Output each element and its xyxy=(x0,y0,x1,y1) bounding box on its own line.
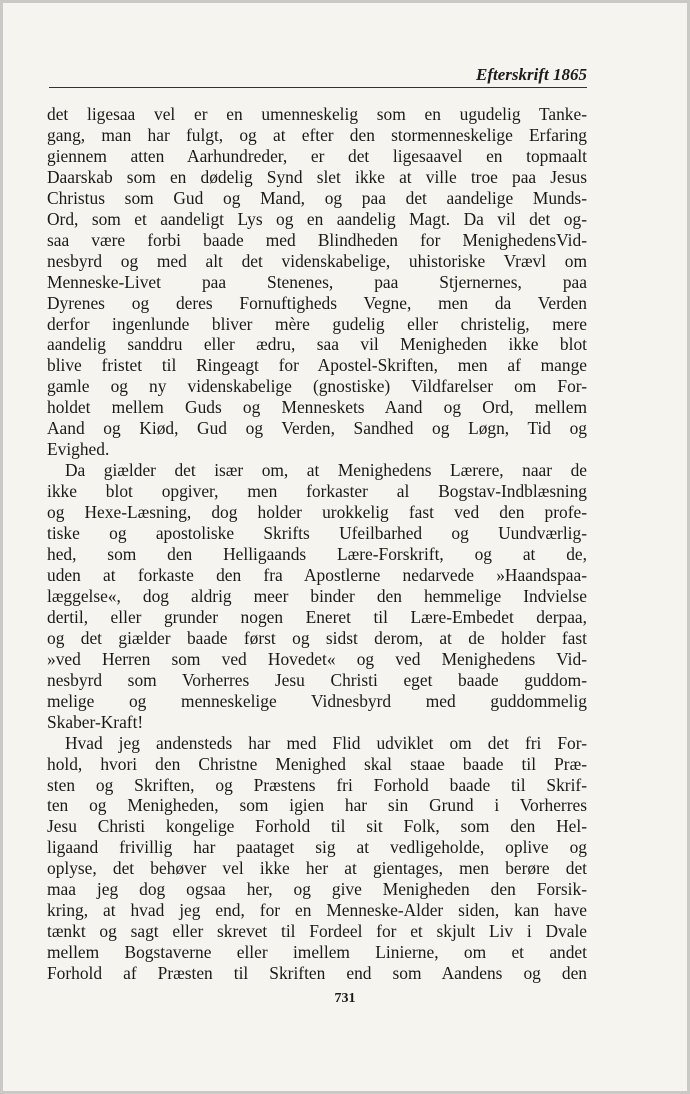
text-line: ikke blot opgiver, men forkaster al Bogstav-Indblæsning xyxy=(47,481,587,502)
text-line: Christus som Gud og Mand, og paa det aandelige Munds- xyxy=(47,187,587,208)
running-header: Efterskrift 1865 xyxy=(476,65,587,84)
header-rule xyxy=(49,87,587,88)
text-line: blive fristet til Ringeagt for Apostel-Skriften, men af mange xyxy=(47,355,587,376)
text-line: gang, man har fulgt, og at efter den stormenneskelige Erfaring xyxy=(47,124,587,145)
text-line: ten og Menigheden, som igien har sin Grund i Vorherres xyxy=(47,795,587,816)
text-line: uden at forkaste den fra Apostlerne nedarvede »Haandspaa- xyxy=(47,564,587,585)
text-line: saa være forbi baade med Blindheden for MenighedensVid- xyxy=(47,229,587,250)
text-line: sten og Skriften, og Præstens fri Forhold baade til Skrif- xyxy=(47,774,587,795)
text-line: mellem Bogstaverne eller imellem Linierne, om et andet xyxy=(47,942,587,963)
text-line: Ord, som et aandeligt Lys og en aandelig Magt. Da vil det og- xyxy=(47,208,587,229)
text-line: derfor ingenlunde bliver mère gudelig eller christelig, mere xyxy=(47,313,587,334)
text-line: Menneske-Livet paa Stenenes, paa Stjernernes, paa xyxy=(47,271,587,292)
text-line: Daarskab som en dødelig Synd slet ikke at ville troe paa Jesus xyxy=(47,166,587,187)
page-number: 731 xyxy=(334,991,356,1006)
text-line: Forhold af Præsten til Skriften end som Aandens og den xyxy=(47,963,587,984)
text-line: hold, hvori den Christne Menighed skal staae baade til Præ- xyxy=(47,753,587,774)
text-line: Aand og Kiød, Gud og Verden, Sandhed og Løgn, Tid og xyxy=(47,418,587,439)
text-line: ligaand frivillig har paataget sig at vedligeholde, oplive og xyxy=(47,837,587,858)
text-line: og Hexe-Læsning, dog holder urokkelig fast ved den profe- xyxy=(47,502,587,523)
text-line: giennem atten Aarhundreder, er det ligesaavel en topmaalt xyxy=(47,145,587,166)
text-line: tænkt og sagt eller skrevet til Fordeel for et skjult Liv i Dvale xyxy=(47,921,587,942)
paragraph-start-line: Da giælder det især om, at Menighedens Lærere, naar de xyxy=(65,460,587,481)
text-line: kring, at hvad jeg end, for en Menneske-Alder siden, kan have xyxy=(47,900,587,921)
text-line: læggelse«, dog aldrig meer binder den hemmelige Indvielse xyxy=(47,585,587,606)
text-line: det ligesaa vel er en umenneskelig som en ugudelig Tanke- xyxy=(47,104,587,124)
text-line: melige og menneskelige Vidnesbyrd med guddommelig xyxy=(47,690,587,711)
text-line: »ved Herren som ved Hovedet« og ved Menighedens Vid- xyxy=(47,648,587,669)
text-line: dertil, eller grunder nogen Eneret til Lære-Embedet derpaa, xyxy=(47,606,587,627)
text-line: holdet mellem Guds og Menneskets Aand og Ord, mellem xyxy=(47,397,587,418)
text-line: hed, som den Helligaands Lære-Forskrift, og at de, xyxy=(47,544,587,565)
text-line: oplyse, det behøver vel ikke her at gientages, men berøre det xyxy=(47,858,587,879)
paragraph-end-line: Skaber-Kraft! xyxy=(47,711,144,732)
text-line: nesbyrd og med alt det videnskabelige, uhistoriske Vrævl om xyxy=(47,250,587,271)
text-line: og det giælder baade først og sidst derom, at de holder fast xyxy=(47,627,587,648)
paragraph-end-line: Evighed. xyxy=(47,439,110,460)
text-line: aandelig sanddru eller ædru, saa vil Menigheden ikke blot xyxy=(47,334,587,355)
text-line: maa jeg dog ogsaa her, og give Menigheden den Forsik- xyxy=(47,879,587,900)
text-line: nesbyrd som Vorherres Jesu Christi eget baade guddom- xyxy=(47,669,587,690)
paragraph-start-line: Hvad jeg andensteds har med Flid udviklet om det fri For- xyxy=(65,732,587,753)
body-text xyxy=(47,104,587,984)
text-line: Jesu Christi kongelige Forhold til sit Folk, som den Hel- xyxy=(47,816,587,837)
text-line: Dyrenes og deres Fornuftigheds Vegne, men da Verden xyxy=(47,292,587,313)
text-line: gamle og ny videnskabelige (gnostiske) Vildfarelser om For- xyxy=(47,376,587,397)
text-line: tiske og apostoliske Skrifts Ufeilbarhed og Uundværlig- xyxy=(47,523,587,544)
book-page xyxy=(3,3,687,1091)
